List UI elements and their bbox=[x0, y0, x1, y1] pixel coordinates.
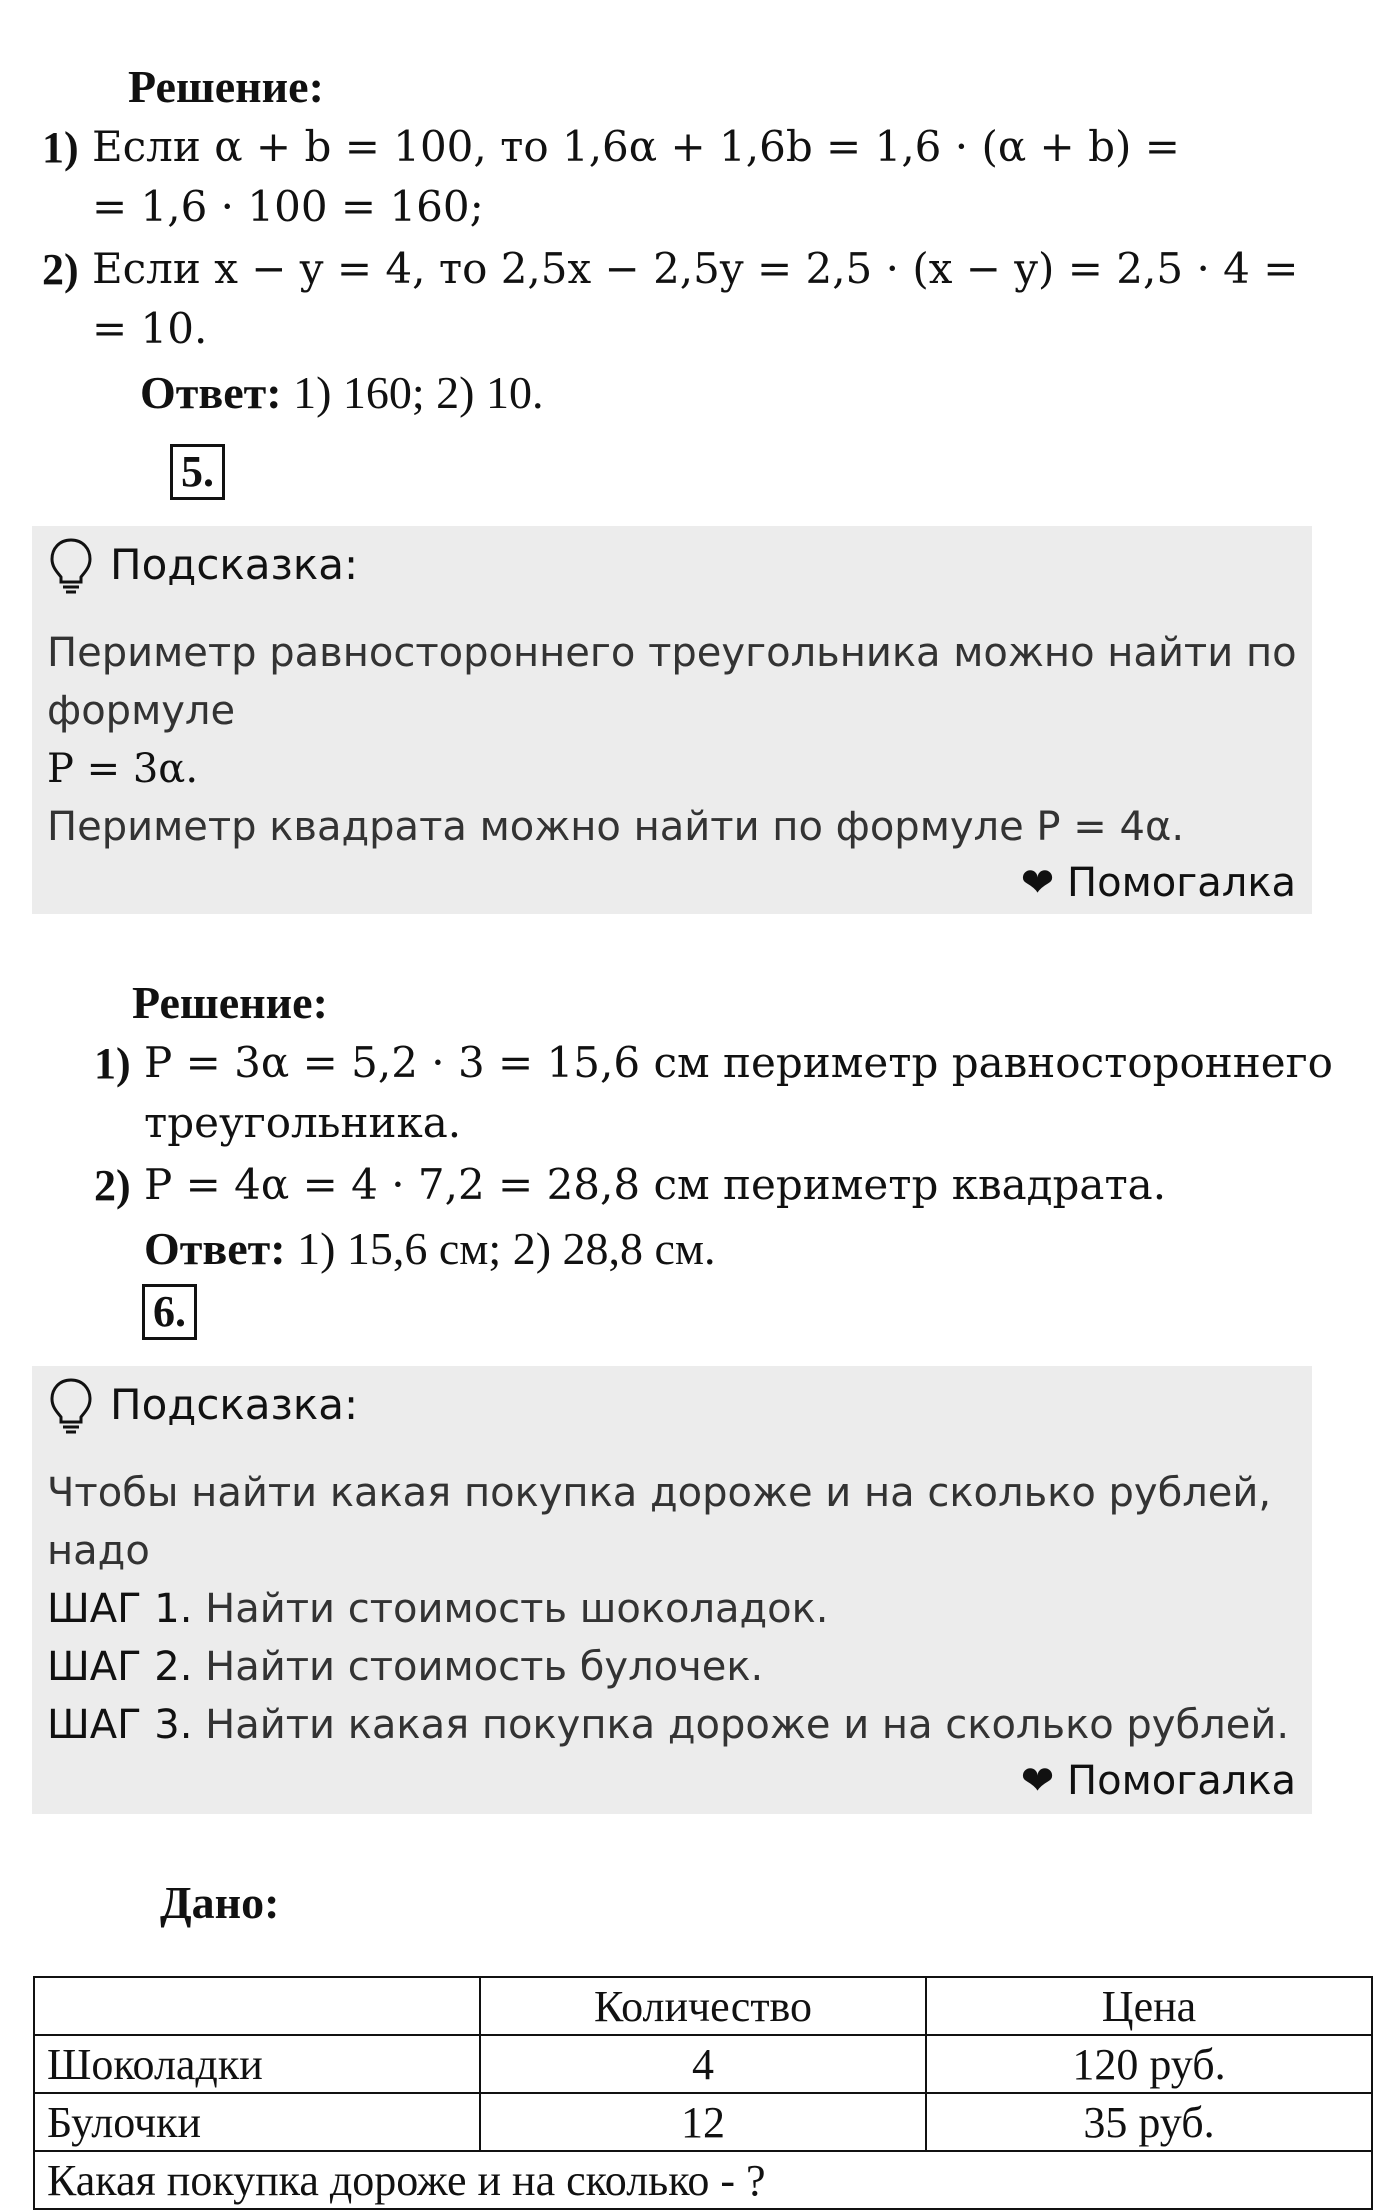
hint-text: формуле bbox=[47, 688, 236, 734]
hint-text: надо bbox=[47, 1528, 150, 1574]
table-header-row bbox=[34, 1977, 1372, 2035]
hint-step bbox=[47, 1580, 829, 1638]
given-table bbox=[33, 1976, 1373, 2210]
step-label: ШАГ 2. bbox=[47, 1644, 193, 1690]
table-row bbox=[34, 2035, 1372, 2093]
hint-text: Периметр равностороннего треугольника можно найти по bbox=[47, 630, 1297, 676]
step-text: Найти стоимость шоколадок. bbox=[205, 1586, 829, 1632]
solution-line: Если x − y = 4, то 2,5x − 2,5y = 2,5 · (x − y) = 2,5 · 4 = bbox=[92, 244, 1299, 293]
table-cell: 120 руб. bbox=[926, 2035, 1372, 2093]
answer-label: Ответ: bbox=[140, 367, 282, 418]
header-cell: Цена bbox=[926, 1977, 1372, 2035]
table-cell: 35 руб. bbox=[926, 2093, 1372, 2151]
header-cell: Количество bbox=[480, 1977, 926, 2035]
brand-label: ❤ Помогалка bbox=[1020, 860, 1296, 906]
brand-label: ❤ Помогалка bbox=[1020, 1758, 1296, 1804]
step-label: ШАГ 1. bbox=[47, 1586, 193, 1632]
step-text: Найти стоимость булочек. bbox=[205, 1644, 764, 1690]
answer bbox=[140, 366, 543, 419]
solution-title: Решение: bbox=[132, 977, 328, 1028]
table-cell: 4 bbox=[480, 2035, 926, 2093]
solution-line: = 10. bbox=[92, 304, 208, 353]
item-number: 2) bbox=[94, 1161, 131, 1210]
item-number: 1) bbox=[42, 123, 79, 172]
solution-title: Решение: bbox=[128, 61, 324, 112]
table-cell: Шоколадки bbox=[34, 2035, 480, 2093]
table-cell: 12 bbox=[480, 2093, 926, 2151]
task-number-6: 6. bbox=[142, 1284, 197, 1340]
lightbulb-icon bbox=[46, 536, 96, 594]
question-cell: Какая покупка дороже и на сколько - ? bbox=[34, 2151, 1372, 2209]
hint-step bbox=[47, 1638, 763, 1696]
step-label: ШАГ 3. bbox=[47, 1702, 193, 1748]
solution-line: Если α + b = 100, то 1,6α + 1,6b = 1,6 · (α + b) = bbox=[92, 122, 1180, 171]
solution-line: P = 3α = 5,2 · 3 = 15,6 см периметр равностороннего bbox=[144, 1038, 1333, 1087]
lightbulb-icon bbox=[46, 1376, 96, 1434]
given-title: Дано: bbox=[160, 1877, 280, 1928]
hint-text: Чтобы найти какая покупка дороже и на сколько рублей, bbox=[47, 1470, 1272, 1516]
step-text: Найти какая покупка дороже и на сколько рублей. bbox=[205, 1702, 1290, 1748]
item-number: 1) bbox=[94, 1039, 131, 1088]
answer-text: 1) 160; 2) 10. bbox=[293, 367, 544, 418]
hint-text: Периметр квадрата можно найти по формуле P = 4α. bbox=[47, 804, 1185, 850]
hint-step bbox=[47, 1696, 1289, 1754]
task-number-5: 5. bbox=[170, 444, 225, 500]
item-number: 2) bbox=[42, 245, 79, 294]
solution-line: = 1,6 · 100 = 160; bbox=[92, 182, 484, 231]
answer-label: Ответ: bbox=[144, 1223, 286, 1274]
table-cell: Булочки bbox=[34, 2093, 480, 2151]
answer bbox=[144, 1222, 716, 1275]
solution-line: P = 4α = 4 · 7,2 = 28,8 см периметр квадрата. bbox=[144, 1160, 1167, 1209]
hint-box bbox=[32, 526, 1312, 914]
table-row bbox=[34, 2151, 1372, 2209]
hint-title: Подсказка: bbox=[110, 540, 359, 589]
hint-formula: P = 3α. bbox=[47, 746, 199, 792]
solution-line: треугольника. bbox=[144, 1098, 462, 1147]
hint-title: Подсказка: bbox=[110, 1380, 359, 1429]
hint-box bbox=[32, 1366, 1312, 1814]
answer-text: 1) 15,6 см; 2) 28,8 см. bbox=[297, 1223, 716, 1274]
header-cell bbox=[34, 1977, 480, 2035]
table-row bbox=[34, 2093, 1372, 2151]
